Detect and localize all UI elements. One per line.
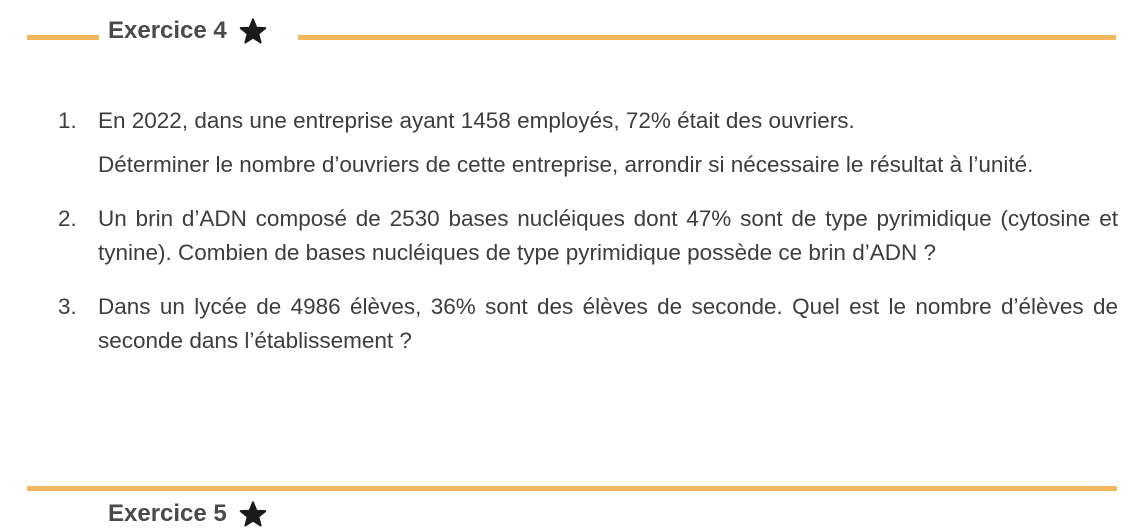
question-item [58,104,1118,182]
question-number: 3. [58,294,77,319]
question-text: Dans un lycée de 4986 élèves, 36% sont des élèves de seconde. Quel est le nombre d’élèves de seconde dans l’établissement ? [98,294,1118,353]
question-text: En 2022, dans une entreprise ayant 1458 employés, 72% était des ouvriers. [98,108,855,133]
question-list [58,104,1118,358]
next-exercise-header [108,497,267,531]
question-item [58,202,1118,270]
question-text: Un brin d’ADN composé de 2530 bases nucléiques dont 47% sont de type pyrimidique (cytosine et tynine). Combien de bases nucléiques de type pyrimidique possède ce brin d’ADN ? [98,206,1118,265]
header-rule-right [298,35,1116,40]
question-instruction: Déterminer le nombre d’ouvriers de cette entreprise, arrondir si nécessaire le résultat à l’unité. [98,152,1034,177]
exercise-content [58,104,1118,378]
exercise-title: Exercice 4 [108,17,227,44]
star-icon [239,501,267,528]
question-number: 2. [58,206,77,231]
section-divider [27,486,1117,491]
header-rule-left [27,35,99,40]
question-item [58,290,1118,358]
next-exercise-title: Exercice 5 [108,500,227,527]
question-number: 1. [58,108,77,133]
star-icon [239,18,267,45]
exercise-header [108,14,267,48]
